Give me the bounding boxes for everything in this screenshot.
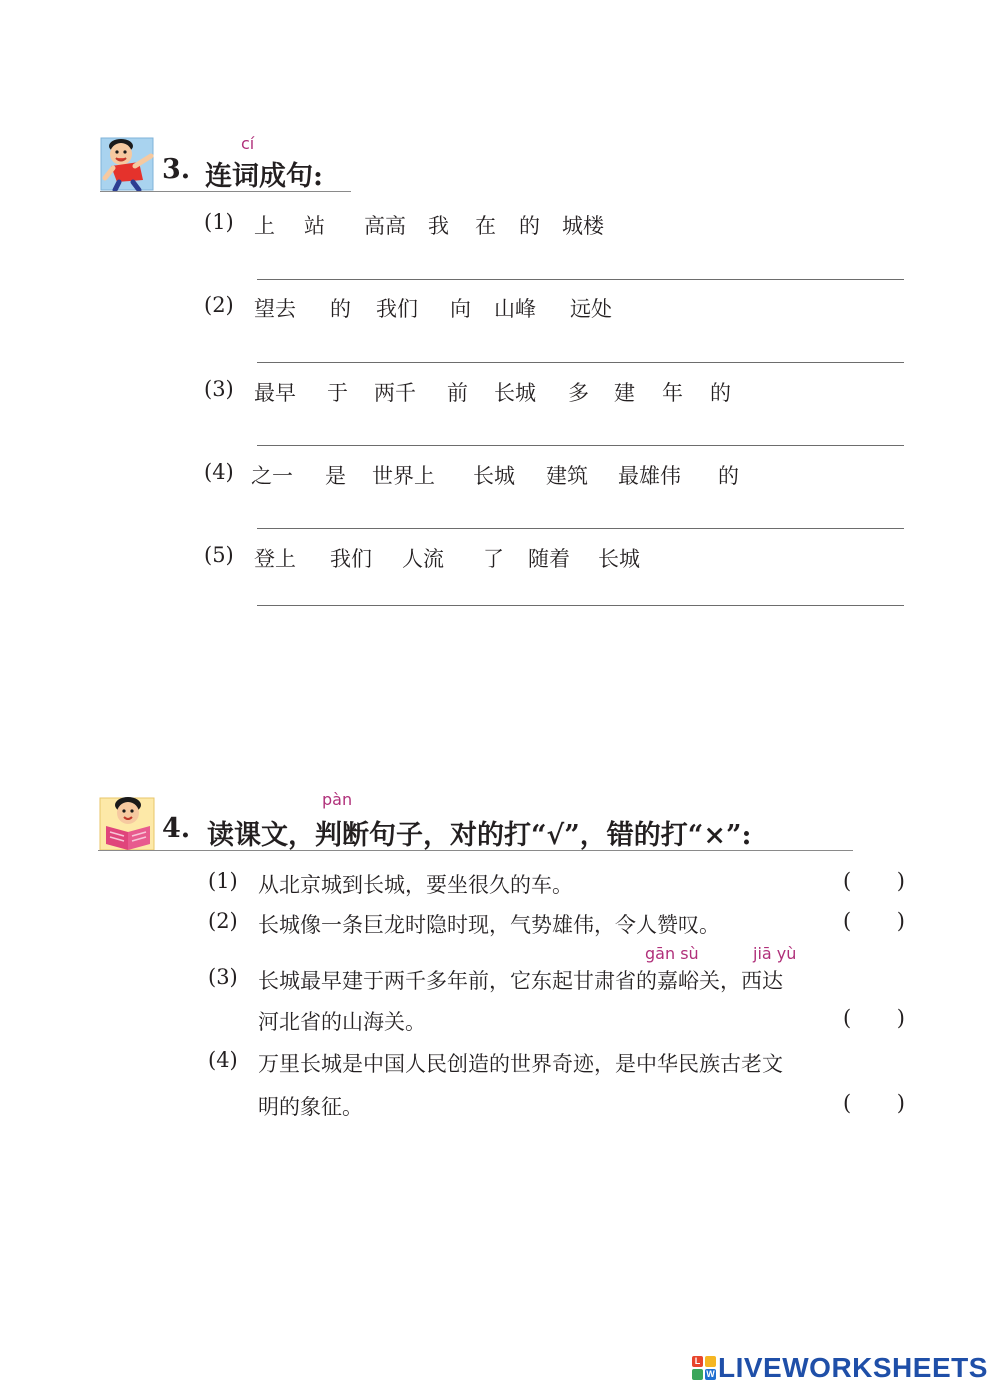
word-card: 建筑 [546,464,588,488]
word-card: 远处 [570,297,612,321]
logo-block-green [692,1369,703,1380]
section-number: 4. [162,813,191,844]
word-card: 城楼 [562,214,604,238]
statement-text: 万里长城是中国人民创造的世界奇迹，是中华民族古老文 [258,1052,783,1076]
word-card: 了 [483,547,504,571]
answer-parentheses[interactable] [843,1006,905,1030]
logo-block-w: W [706,1369,715,1379]
statement-text: 长城像一条巨龙时隐时现，气势雄伟，令人赞叹。 [258,913,720,937]
paren-close: ) [896,909,905,933]
word-card: 的 [718,464,739,488]
word-card: 的 [710,381,731,405]
word-card: 随着 [528,547,570,571]
answer-line[interactable] [257,279,904,280]
logo-block-yellow [705,1356,716,1367]
answer-line[interactable] [257,445,904,446]
item-number: (1) [208,869,238,893]
pinyin-jiayu: jiā yù [753,944,797,963]
answer-parentheses[interactable] [843,869,905,893]
item-number: (4) [204,460,234,484]
paren-close: ) [896,869,905,893]
word-card: 人流 [402,547,444,571]
statement-text-continued: 明的象征。 [258,1095,363,1119]
heading-underline [100,191,351,192]
pinyin-gansu: gān sù [645,944,699,963]
word-card: 的 [519,214,540,238]
paren-open: ( [843,909,852,933]
word-card: 之一 [251,464,293,488]
brand-wordmark[interactable]: LIVEWORKSHEETS [718,1352,988,1383]
item-number: (1) [204,210,234,234]
answer-parentheses[interactable] [843,1091,905,1115]
answer-line[interactable] [257,528,904,529]
word-card: 上 [254,214,275,238]
item-number: (4) [208,1048,238,1072]
statement-text: 从北京城到长城，要坐很久的车。 [258,873,573,897]
statement-text: 长城最早建于两千多年前，它东起甘肃省的嘉峪关，西达 [258,969,783,993]
word-card: 最早 [254,381,296,405]
word-card: 站 [304,214,325,238]
word-card: 我们 [330,547,372,571]
word-card: 是 [325,464,346,488]
section-number: 3. [162,154,191,185]
boy-waving-icon [99,132,155,188]
word-card: 于 [327,381,348,405]
word-card: 两千 [374,381,416,405]
item-number: (3) [204,377,234,401]
answer-line[interactable] [257,362,904,363]
liveworksheets-logo-icon [692,1356,716,1380]
paren-close: ) [896,1091,905,1115]
title-pinyin: cí [241,134,255,153]
word-card: 望去 [254,297,296,321]
answer-line[interactable] [257,605,904,606]
item-number: (3) [208,965,238,989]
word-card: 世界上 [372,464,435,488]
heading-underline [98,850,853,851]
paren-open: ( [843,1091,852,1115]
word-card: 向 [450,297,471,321]
answer-parentheses[interactable] [843,909,905,933]
item-number: (2) [204,293,234,317]
word-card: 的 [330,297,351,321]
word-card: 最雄伟 [618,464,681,488]
word-card: 高高 [364,214,406,238]
section-title: 连词成句: [205,161,323,192]
word-card: 在 [475,214,496,238]
item-number: (2) [208,909,238,933]
paren-open: ( [843,869,852,893]
girl-reading-icon [98,792,154,848]
word-card: 前 [447,381,468,405]
item-number: (5) [204,543,234,567]
paren-open: ( [843,1006,852,1030]
title-pinyin: pàn [322,790,353,809]
word-card: 我们 [376,297,418,321]
word-card: 登上 [254,547,296,571]
word-card: 年 [662,381,683,405]
word-card: 长城 [598,547,640,571]
word-card: 多 [568,381,589,405]
word-card: 长城 [494,381,536,405]
logo-block-l: L [692,1356,703,1367]
word-card: 建 [614,381,635,405]
word-card: 我 [428,214,449,238]
word-card: 山峰 [494,297,536,321]
section-title: 读课文，判断句子，对的打“√”，错的打“×”: [207,820,752,851]
statement-text-continued: 河北省的山海关。 [258,1010,426,1034]
word-card: 长城 [473,464,515,488]
paren-close: ) [896,1006,905,1030]
